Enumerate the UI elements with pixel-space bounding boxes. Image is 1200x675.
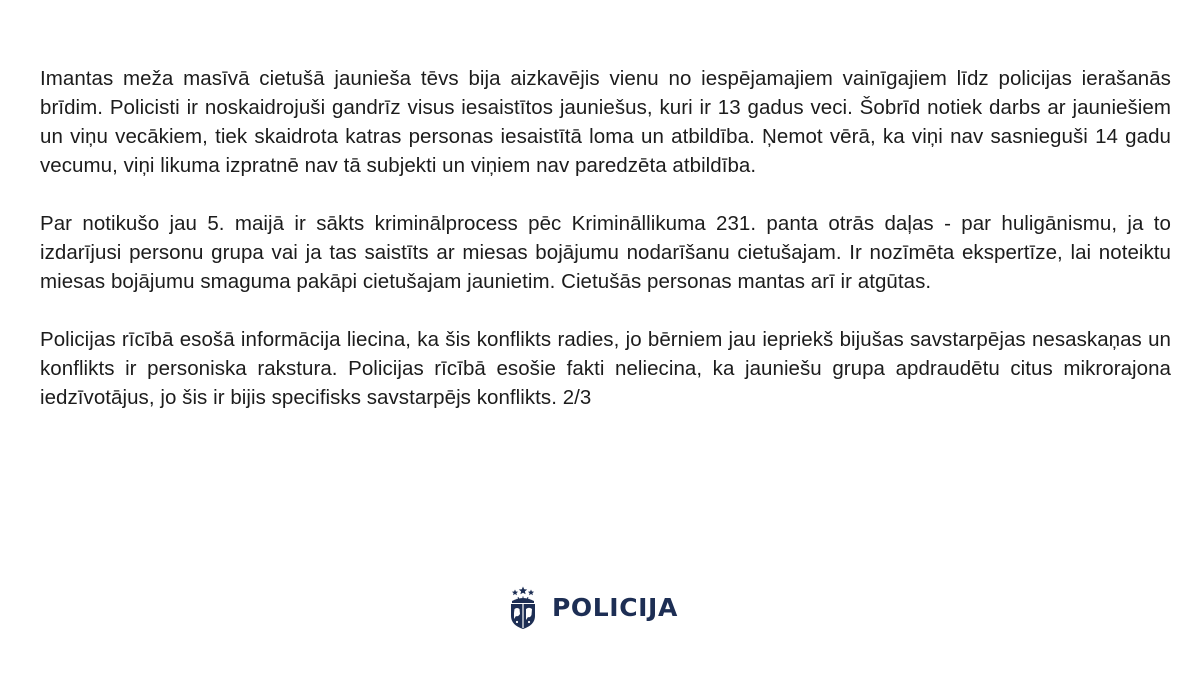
- press-release-text: [40, 64, 1171, 441]
- paragraph-2: Par notikušo jau 5. maijā ir sākts kriminālprocess pēc Krimināllikuma 231. panta otrās daļas - par huligānismu, ja to izdarījusi personu grupa vai ja tas saistīts ar miesas bojājumu nodarīšanu cietušajam. Ir nozīmēta ekspertīze, lai noteiktu miesas bojājumu smaguma pakāpi cietušajam jaunietim. Cietušās personas mantas arī ir atgūtas.: [40, 212, 1171, 293]
- police-brand: [508, 586, 678, 630]
- coat-of-arms-icon: [508, 586, 538, 630]
- brand-name: POLICIJA: [552, 593, 678, 622]
- paragraph-3: Policijas rīcībā esošā informācija liecina, ka šis konflikts radies, jo bērniem jau iepriekš bijušas savstarpējas nesaskaņas un konflikts ir personiska rakstura. Policijas rīcībā esošie fakti neliecina, ka jauniešu grupa apdraudētu citus mikrorajona iedzīvotājus, jo šis ir bijis specifisks savstarpējs konflikts. 2/3: [40, 328, 1171, 409]
- paragraph-1: Imantas meža masīvā cietušā jaunieša tēvs bija aizkavējis vienu no iespējamajiem vainīgajiem līdz policijas ierašanās brīdim. Policisti ir noskaidrojuši gandrīz visus iesaistītos jauniešus, kuri ir 13 gadus veci. Šobrīd notiek darbs ar jauniešiem un viņu vecākiem, tiek skaidrota katras personas iesaistītā loma un atbildība. Ņemot vērā, ka viņi nav sasnieguši 14 gadu vecumu, viņi likuma izpratnē nav tā subjekti un viņiem nav paredzēta atbildība.: [40, 67, 1171, 177]
